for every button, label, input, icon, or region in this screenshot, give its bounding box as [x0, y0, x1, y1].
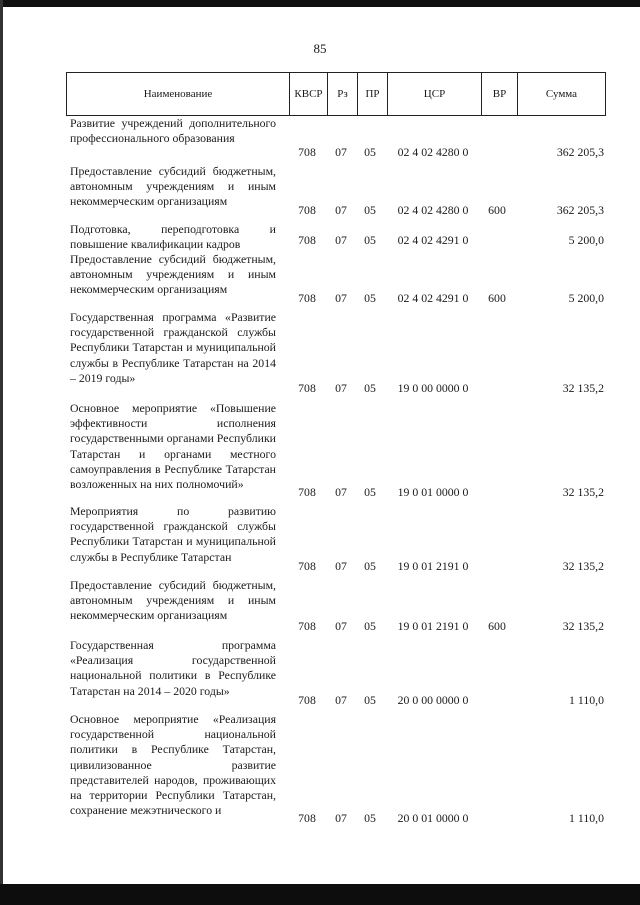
table-row [0, 222, 640, 250]
row-name: Основное мероприятие «Реализация государственной национальной политики в Республике Татарстан, цивилизованное развитие представителей народов, проживающих на территории Республики Татарстан, сохранение межэтнического и [70, 712, 276, 818]
table-row [0, 504, 640, 576]
row-csr: 19 0 01 2191 0 [397, 618, 469, 633]
row-name: Мероприятия по развитию государственной гражданской службы Республики Татарстан и муниципальной службы в Республике Татарстан [70, 504, 276, 564]
row-sum: 362 205,3 [556, 202, 604, 217]
row-sum: 5 200,0 [568, 232, 604, 247]
row-pr: 05 [364, 380, 376, 395]
row-pr: 05 [364, 618, 376, 633]
row-rz: 07 [335, 558, 347, 573]
table-row [0, 252, 640, 308]
row-csr: 19 0 00 0000 0 [397, 380, 469, 395]
row-name: Основное мероприятие «Повышение эффективности исполнения государственными органами Республики Татарстан и органами местного самоуправления в Республике Татарстан возложенных на них полномочий» [70, 401, 276, 492]
row-kvsr: 708 [298, 558, 316, 573]
row-kvsr: 708 [298, 202, 316, 217]
table-row [0, 638, 640, 710]
table-row [0, 310, 640, 398]
row-name: Подготовка, переподготовка и повышение квалификации кадров [70, 222, 276, 252]
row-name: Государственная программа «Развитие государственной гражданской службы Республики Татарстан и муниципальной службы в Республике Татарстан на 2014 – 2019 годы» [70, 310, 276, 385]
row-rz: 07 [335, 692, 347, 707]
row-vr: 600 [488, 202, 506, 217]
row-csr: 02 4 02 4291 0 [397, 290, 469, 305]
row-name: Предоставление субсидий бюджетным, автономным учреждениям и иным некоммерческим организациям [70, 578, 276, 623]
row-vr: 600 [488, 290, 506, 305]
row-rz: 07 [335, 232, 347, 247]
row-csr: 02 4 02 4280 0 [397, 144, 469, 159]
table-row [0, 164, 640, 220]
row-pr: 05 [364, 232, 376, 247]
scan-border-top [0, 0, 640, 7]
page-number: 85 [313, 41, 327, 56]
row-pr: 05 [364, 144, 376, 159]
row-csr: 02 4 02 4291 0 [397, 232, 469, 247]
row-vr: 600 [488, 618, 506, 633]
header-kvsr: КВСР [289, 73, 327, 115]
row-rz: 07 [335, 290, 347, 305]
row-csr: 20 0 00 0000 0 [397, 692, 469, 707]
row-kvsr: 708 [298, 380, 316, 395]
row-rz: 07 [335, 380, 347, 395]
row-pr: 05 [364, 290, 376, 305]
header-rz: Рз [327, 73, 357, 115]
row-pr: 05 [364, 810, 376, 825]
row-csr: 19 0 01 2191 0 [397, 558, 469, 573]
row-name: Предоставление субсидий бюджетным, автономным учреждениям и иным некоммерческим организациям [70, 252, 276, 297]
row-sum: 5 200,0 [568, 290, 604, 305]
header-name: Наименование [143, 88, 213, 100]
row-kvsr: 708 [298, 144, 316, 159]
header-sum: Сумма [517, 73, 605, 115]
row-name: Развитие учреждений дополнительного профессионального образования [70, 116, 276, 146]
row-sum: 362 205,3 [556, 144, 604, 159]
table-row [0, 116, 640, 162]
row-rz: 07 [335, 202, 347, 217]
row-pr: 05 [364, 692, 376, 707]
row-pr: 05 [364, 484, 376, 499]
header-vr: ВР [481, 73, 517, 115]
row-rz: 07 [335, 810, 347, 825]
row-kvsr: 708 [298, 618, 316, 633]
header-pr: ПР [357, 73, 387, 115]
row-kvsr: 708 [298, 692, 316, 707]
row-csr: 19 0 01 0000 0 [397, 484, 469, 499]
row-kvsr: 708 [298, 810, 316, 825]
row-rz: 07 [335, 144, 347, 159]
row-rz: 07 [335, 484, 347, 499]
table-row [0, 712, 640, 828]
row-kvsr: 708 [298, 232, 316, 247]
table-header [66, 72, 606, 116]
header-csr: ЦСР [387, 73, 481, 115]
row-pr: 05 [364, 558, 376, 573]
row-sum: 32 135,2 [562, 618, 604, 633]
row-name: Государственная программа «Реализация государственной национальной политики в Республике Татарстан на 2014 – 2020 годы» [70, 638, 276, 698]
row-sum: 32 135,2 [562, 484, 604, 499]
scan-border-bottom [0, 884, 640, 905]
row-sum: 1 110,0 [569, 810, 604, 825]
row-name: Предоставление субсидий бюджетным, автономным учреждениям и иным некоммерческим организациям [70, 164, 276, 209]
row-sum: 32 135,2 [562, 380, 604, 395]
table-row [0, 401, 640, 502]
row-csr: 20 0 01 0000 0 [397, 810, 469, 825]
row-pr: 05 [364, 202, 376, 217]
row-kvsr: 708 [298, 484, 316, 499]
table-row [0, 578, 640, 636]
row-kvsr: 708 [298, 290, 316, 305]
row-sum: 1 110,0 [569, 692, 604, 707]
row-rz: 07 [335, 618, 347, 633]
row-csr: 02 4 02 4280 0 [397, 202, 469, 217]
row-sum: 32 135,2 [562, 558, 604, 573]
